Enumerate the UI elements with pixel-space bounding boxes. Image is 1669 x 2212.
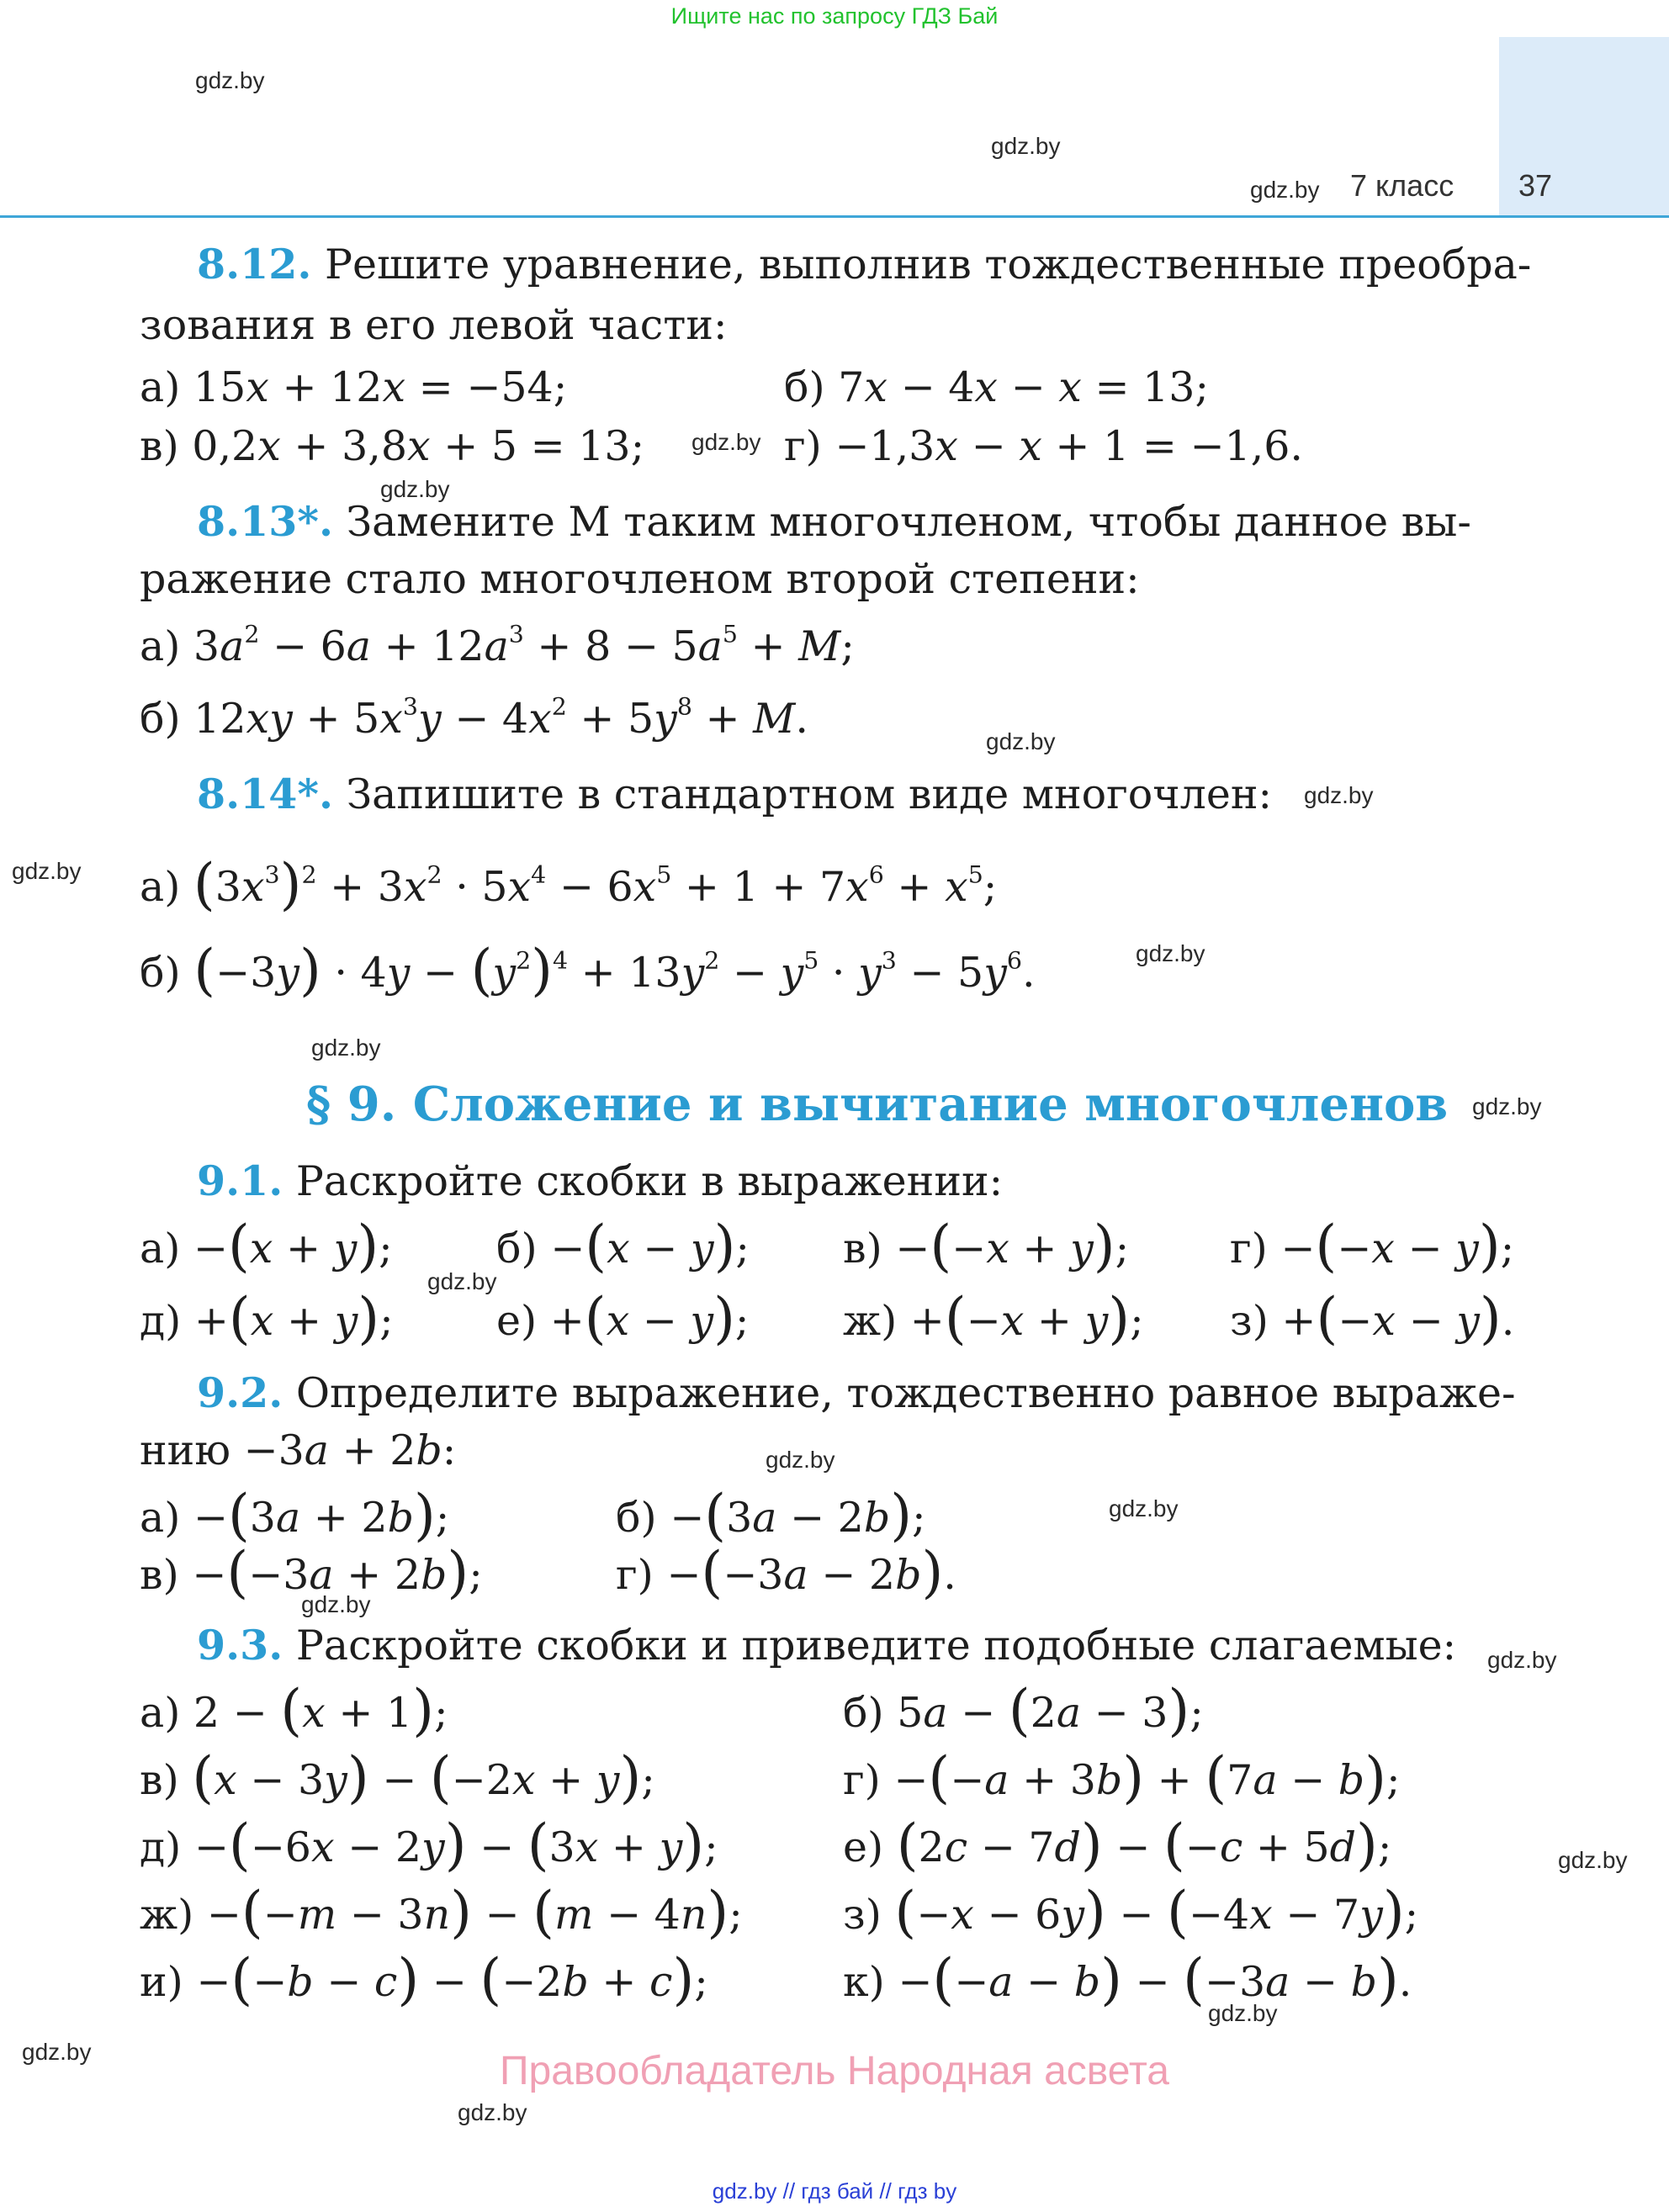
- problem-9-3-g: г) −(−a + 3b) + (7a − b);: [843, 1744, 1401, 1810]
- problem-9-1-v: в) −(−x + y);: [843, 1213, 1130, 1278]
- watermark: gdz.by: [986, 728, 1056, 754]
- watermark: gdz.by: [691, 429, 761, 455]
- watermark: gdz.by: [991, 133, 1061, 159]
- problem-8-14-b: б) $(-3y) \cdot 4y - (y^2)^4 + 13y^2 - y^5 \cdot y^3 - 5y^6$.: [140, 937, 1036, 1003]
- problem-9-2-statement: 9.2. Определите выражение, тождественно равное выраже-: [197, 1368, 1516, 1417]
- problem-9-3-b: б) 5a − (2a − 3);: [843, 1677, 1204, 1743]
- problem-9-3-a: а) 2 − (x + 1);: [140, 1677, 448, 1743]
- grade-label: 7 класс: [1350, 168, 1454, 203]
- problem-number: 8.12.: [197, 240, 312, 288]
- problem-8-12-a: а) 15x + 12x = −54;: [140, 363, 568, 411]
- watermark: gdz.by: [1250, 177, 1320, 203]
- page-number: 37: [1518, 168, 1553, 203]
- section-title: § 9. Сложение и вычитание многочленов: [306, 1077, 1449, 1132]
- problem-8-12-b: б) 7x − 4x − x = 13;: [784, 363, 1209, 411]
- problem-9-1-a: а) −(x + y);: [140, 1213, 393, 1278]
- watermark: gdz.by: [380, 476, 450, 502]
- problem-9-1-b: б) −(x − y);: [496, 1213, 750, 1278]
- problem-9-3-statement: 9.3. Раскройте скобки и приведите подобные слагаемые:: [197, 1621, 1457, 1670]
- problem-8-13-a: а) $3a^2 - 6a + 12a^3 + 8 - 5a^5 + M$;: [140, 620, 855, 670]
- copyright-owner: Правообладатель Народная асвета: [500, 2049, 1169, 2093]
- problem-9-3-z: з) (−x − 6y) − (−4x − 7y);: [843, 1879, 1419, 1945]
- watermark: gdz.by: [1109, 1495, 1179, 1521]
- watermark: gdz.by: [301, 1591, 371, 1617]
- problem-8-13-statement: 8.13*. Замените M таким многочленом, чтобы данное вы-: [197, 497, 1471, 546]
- problem-number: 9.3.: [197, 1621, 283, 1670]
- footer-links[interactable]: gdz.by // гдз бай // гдз by: [712, 2178, 957, 2204]
- problem-9-2-statement-cont: нию −3a + 2b:: [140, 1426, 457, 1474]
- problem-number: 8.13*.: [197, 497, 334, 546]
- watermark: gdz.by: [1558, 1847, 1628, 1873]
- watermark: gdz.by: [311, 1035, 381, 1061]
- problem-8-12-g: г) −1,3x − x + 1 = −1,6.: [784, 422, 1304, 470]
- problem-9-3-zh: ж) −(−m − 3n) − (m − 4n);: [140, 1879, 743, 1945]
- top-banner: Ищите нас по запросу ГДЗ Бай: [670, 3, 999, 29]
- problem-9-1-e: е) +(x − y);: [496, 1285, 750, 1351]
- watermark: gdz.by: [12, 858, 82, 884]
- problem-9-2-v: в) −(−3a + 2b);: [140, 1539, 483, 1605]
- problem-8-12-v: в) 0,2x + 3,8x + 5 = 13;: [140, 422, 645, 470]
- watermark: gdz.by: [1472, 1093, 1542, 1119]
- problem-8-14-a: а) $(3x^3)^2 + 3x^2 \cdot 5x^4 - 6x^5 + 1 + 7x^6 + x^5$;: [140, 851, 998, 917]
- problem-number: 9.1.: [197, 1156, 283, 1205]
- problem-8-14-statement: 8.14*. Запишите в стандартном виде многочлен:: [197, 770, 1272, 818]
- watermark: gdz.by: [195, 67, 265, 93]
- problem-9-2-g: г) −(−3a − 2b).: [616, 1539, 956, 1605]
- problem-8-12-statement: 8.12. Решите уравнение, выполнив тождественные преобра-: [197, 240, 1532, 288]
- problem-8-13-statement-cont: ражение стало многочленом второй степени:: [140, 555, 1140, 603]
- watermark: gdz.by: [1136, 940, 1205, 966]
- watermark: gdz.by: [1208, 2000, 1278, 2026]
- problem-9-1-z: з) +(−x − y).: [1230, 1285, 1515, 1351]
- problem-8-13-b: б) $12xy + 5x^3y - 4x^2 + 5y^8 + M$.: [140, 692, 808, 743]
- watermark: gdz.by: [1304, 782, 1374, 808]
- problem-8-12-statement-cont: зования в его левой части:: [140, 301, 728, 349]
- problem-9-1-zh: ж) +(−x + y);: [843, 1285, 1144, 1351]
- header-divider: [0, 215, 1669, 218]
- watermark: gdz.by: [766, 1447, 835, 1473]
- problem-9-3-e: е) (2c − 7d) − (−c + 5d);: [843, 1812, 1392, 1877]
- problem-9-1-d: д) +(x + y);: [140, 1285, 394, 1351]
- watermark: gdz.by: [1487, 1647, 1557, 1673]
- problem-9-1-g: г) −(−x − y);: [1230, 1213, 1515, 1278]
- problem-9-1-statement: 9.1. Раскройте скобки в выражении:: [197, 1156, 1004, 1205]
- problem-number: 9.2.: [197, 1368, 283, 1417]
- watermark: gdz.by: [458, 2099, 527, 2125]
- problem-9-2-a: а) −(3a + 2b);: [140, 1482, 450, 1548]
- problem-9-2-b: б) −(3a − 2b);: [616, 1482, 926, 1548]
- problem-9-3-k: к) −(−a − b) − (−3a − b).: [843, 1946, 1412, 2012]
- problem-9-3-v: в) (x − 3y) − (−2x + y);: [140, 1744, 655, 1810]
- problem-number: 8.14*.: [197, 770, 334, 818]
- watermark: gdz.by: [427, 1268, 497, 1294]
- problem-9-3-d: д) −(−6x − 2y) − (3x + y);: [140, 1812, 718, 1877]
- watermark: gdz.by: [22, 2039, 92, 2065]
- problem-9-3-i: и) −(−b − c) − (−2b + c);: [140, 1946, 708, 2012]
